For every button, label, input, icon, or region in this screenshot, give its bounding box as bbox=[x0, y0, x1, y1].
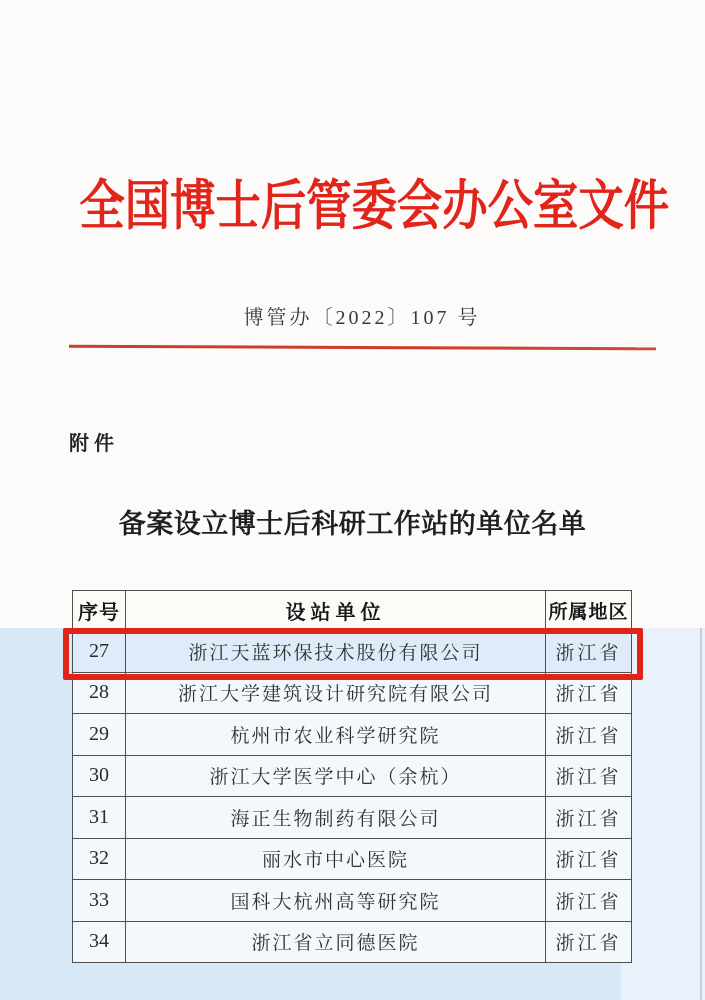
region-cell: 浙江省 bbox=[555, 850, 622, 872]
unit-name-cell: 浙江省立同德医院 bbox=[126, 922, 546, 963]
units-table bbox=[72, 590, 632, 963]
unit-name-cell: 海正生物制药有限公司 bbox=[126, 797, 546, 838]
table-header-row bbox=[73, 591, 631, 630]
region-cell: 浙江省 bbox=[555, 767, 622, 789]
attachment-label: 附件 bbox=[69, 433, 119, 455]
table-row bbox=[73, 713, 631, 755]
table-row bbox=[73, 755, 631, 797]
row-number-cell: 29 bbox=[73, 714, 126, 755]
table-body bbox=[73, 630, 631, 962]
region-cell: 浙江省 bbox=[555, 725, 622, 747]
region-cell: 浙江省 bbox=[555, 642, 622, 664]
header-cell-region: 所属地区 bbox=[548, 602, 629, 623]
unit-name-cell: 浙江大学医学中心（余杭） bbox=[126, 756, 546, 797]
region-cell: 浙江省 bbox=[555, 808, 622, 830]
table-row bbox=[73, 921, 631, 963]
row-number-cell: 27 bbox=[73, 631, 126, 672]
row-number-cell: 28 bbox=[73, 673, 126, 714]
header-cell-number: 序号 bbox=[73, 591, 126, 630]
unit-name-cell: 浙江天蓝环保技术股份有限公司 bbox=[126, 631, 546, 672]
unit-name-cell: 浙江大学建筑设计研究院有限公司 bbox=[126, 673, 546, 714]
page-edge-line bbox=[700, 628, 702, 1000]
unit-name-cell: 国科大杭州高等研究院 bbox=[126, 880, 546, 921]
red-divider-line bbox=[69, 345, 656, 351]
header-cell-unit: 设站单位 bbox=[126, 591, 546, 630]
row-number-cell: 34 bbox=[73, 922, 126, 963]
scan-blue-band-bottom bbox=[0, 963, 621, 1000]
list-title: 备案设立博士后科研工作站的单位名单 bbox=[118, 509, 587, 539]
table-row bbox=[73, 879, 631, 921]
table-row bbox=[73, 838, 631, 880]
unit-name-cell: 丽水市中心医院 bbox=[126, 839, 546, 880]
row-number-cell: 32 bbox=[73, 839, 126, 880]
scan-blue-band-left bbox=[0, 628, 72, 1000]
table-header bbox=[73, 591, 631, 630]
unit-name-cell: 杭州市农业科学研究院 bbox=[126, 714, 546, 755]
region-cell: 浙江省 bbox=[555, 933, 622, 955]
document-title: 全国博士后管委会办公室文件 bbox=[79, 176, 670, 236]
row-number-cell: 31 bbox=[73, 797, 126, 838]
region-cell: 浙江省 bbox=[555, 891, 622, 913]
table-row bbox=[73, 796, 631, 838]
table-row bbox=[73, 672, 631, 714]
row-number-cell: 33 bbox=[73, 880, 126, 921]
region-cell: 浙江省 bbox=[555, 684, 622, 706]
row-number-cell: 30 bbox=[73, 756, 126, 797]
document-number: 博管办〔2022〕107 号 bbox=[243, 307, 481, 329]
table-row bbox=[73, 630, 631, 672]
